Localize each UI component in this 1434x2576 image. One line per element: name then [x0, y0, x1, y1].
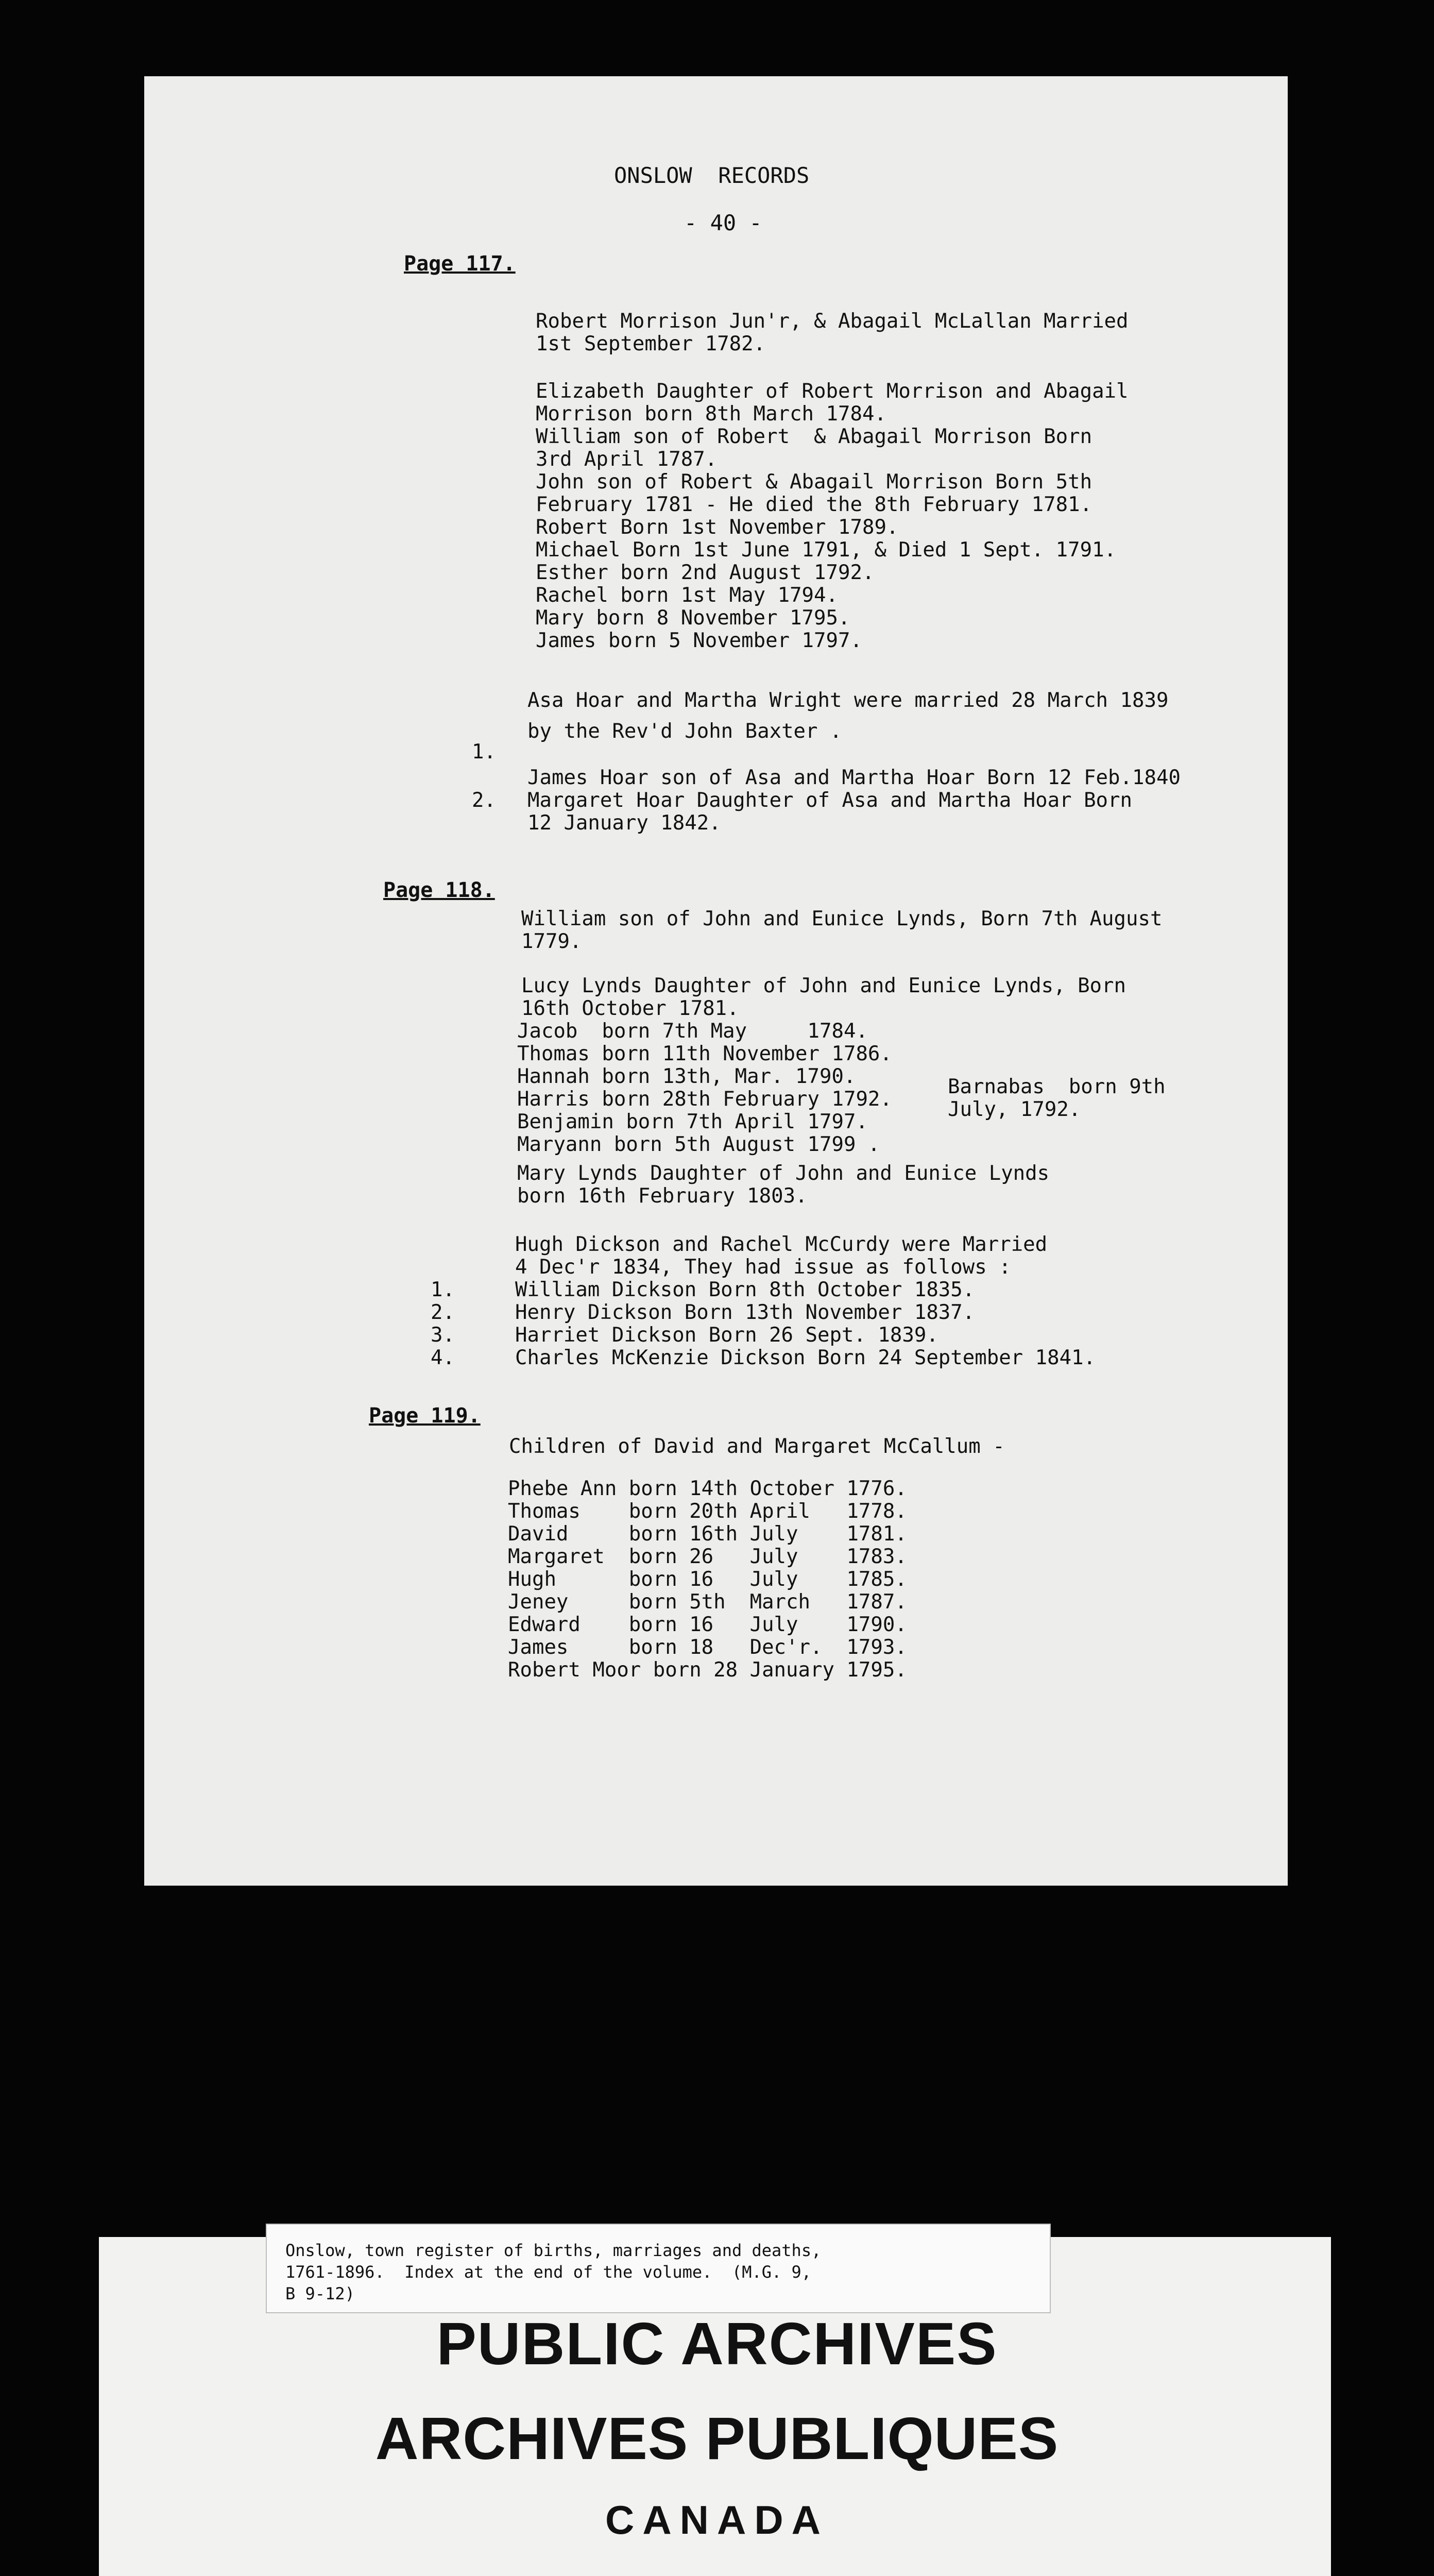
entry-number: 1. — [472, 740, 496, 764]
record-line: Rachel born 1st May 1794. — [536, 584, 838, 607]
record-line: Charles McKenzie Dickson Born 24 September 1841. — [515, 1346, 1096, 1369]
stamp-line-french: ARCHIVES PUBLIQUES — [375, 2405, 1059, 2472]
record-line: Hannah born 13th, Mar. 1790. — [517, 1065, 856, 1088]
record-line: Jacob born 7th May 1784. — [517, 1020, 868, 1043]
record-line: Morrison born 8th March 1784. — [536, 402, 886, 426]
record-line: William son of John and Eunice Lynds, Born 7th August — [521, 907, 1163, 930]
record-line: by the Rev'd John Baxter . — [527, 720, 842, 743]
record-line: William Dickson Born 8th October 1835. — [515, 1278, 975, 1301]
record-line: Barnabas born 9th — [948, 1075, 1166, 1098]
table-row: David born 16th July 1781. — [508, 1522, 907, 1546]
catalog-label — [266, 2224, 1051, 2313]
page-119-heading: Page 119. — [369, 1404, 481, 1428]
record-line: James born 5 November 1797. — [536, 629, 862, 652]
table-row: Phebe Ann born 14th October 1776. — [508, 1477, 907, 1500]
record-line: Lucy Lynds Daughter of John and Eunice Lynds, Born — [521, 974, 1126, 997]
table-row: Thomas born 20th April 1778. — [508, 1500, 907, 1523]
record-line: Harriet Dickson Born 26 Sept. 1839. — [515, 1324, 938, 1347]
label-line: Onslow, town register of births, marriages and deaths, — [285, 2241, 822, 2260]
table-row: James born 18 Dec'r. 1793. — [508, 1636, 907, 1659]
table-row: Margaret born 26 July 1783. — [508, 1545, 907, 1568]
record-line: 1st September 1782. — [536, 332, 766, 355]
record-line: Thomas born 11th November 1786. — [517, 1042, 892, 1065]
record-line: Robert Born 1st November 1789. — [536, 516, 899, 539]
table-row: Hugh born 16 July 1785. — [508, 1568, 907, 1591]
record-line: 16th October 1781. — [521, 997, 739, 1020]
record-line: 3rd April 1787. — [536, 448, 718, 471]
table-row: Edward born 16 July 1790. — [508, 1613, 907, 1636]
record-line: 1779. — [521, 930, 582, 953]
record-line: Elizabeth Daughter of Robert Morrison and Abagail — [536, 380, 1129, 403]
record-line: Hugh Dickson and Rachel McCurdy were Married — [515, 1233, 1048, 1256]
page-118-heading: Page 118. — [383, 878, 495, 902]
record-line: Henry Dickson Born 13th November 1837. — [515, 1301, 975, 1324]
record-line: Robert Morrison Jun'r, & Abagail McLallan Married — [536, 310, 1129, 333]
record-line: Children of David and Margaret McCallum - — [509, 1435, 1005, 1458]
table-row: Jeney born 5th March 1787. — [508, 1590, 907, 1614]
record-line: July, 1792. — [948, 1098, 1081, 1121]
record-line: Harris born 28th February 1792. — [517, 1088, 892, 1111]
entry-number: 3. — [431, 1324, 455, 1347]
record-line: Michael Born 1st June 1791, & Died 1 Sept. 1791. — [536, 538, 1117, 562]
page-title: ONSLOW RECORDS — [614, 163, 810, 188]
record-line: Mary born 8 November 1795. — [536, 606, 850, 630]
record-line: Margaret Hoar Daughter of Asa and Martha Hoar Born — [527, 789, 1132, 812]
stamp-line-english: PUBLIC ARCHIVES — [436, 2310, 998, 2377]
entry-number: 4. — [431, 1346, 455, 1369]
page-117-heading: Page 117. — [404, 252, 516, 276]
record-line: 4 Dec'r 1834, They had issue as follows : — [515, 1256, 1011, 1279]
record-line: February 1781 - He died the 8th February 1781. — [536, 493, 1092, 516]
record-line: 12 January 1842. — [527, 811, 721, 835]
page-number: - 40 - — [684, 210, 762, 235]
record-line: Mary Lynds Daughter of John and Eunice Lynds — [517, 1162, 1050, 1185]
record-line: Benjamin born 7th April 1797. — [517, 1110, 868, 1133]
entry-number: 1. — [431, 1278, 455, 1301]
label-line: B 9-12) — [285, 2284, 355, 2303]
stamp-line-country: CANADA — [605, 2497, 829, 2543]
label-line: 1761-1896. Index at the end of the volume. (M.G. 9, — [285, 2262, 812, 2282]
record-line: Asa Hoar and Martha Wright were married 28 March 1839 — [527, 689, 1169, 712]
record-line: William son of Robert & Abagail Morrison Born — [536, 425, 1092, 448]
table-row: Robert Moor born 28 January 1795. — [508, 1658, 907, 1682]
entry-number: 2. — [472, 789, 496, 812]
record-line: born 16th February 1803. — [517, 1184, 808, 1208]
record-line: John son of Robert & Abagail Morrison Born 5th — [536, 470, 1092, 494]
record-line: James Hoar son of Asa and Martha Hoar Born 12 Feb.1840 — [527, 766, 1181, 789]
record-line: Maryann born 5th August 1799 . — [517, 1133, 880, 1156]
record-line: Esther born 2nd August 1792. — [536, 561, 875, 584]
entry-number: 2. — [431, 1301, 455, 1324]
